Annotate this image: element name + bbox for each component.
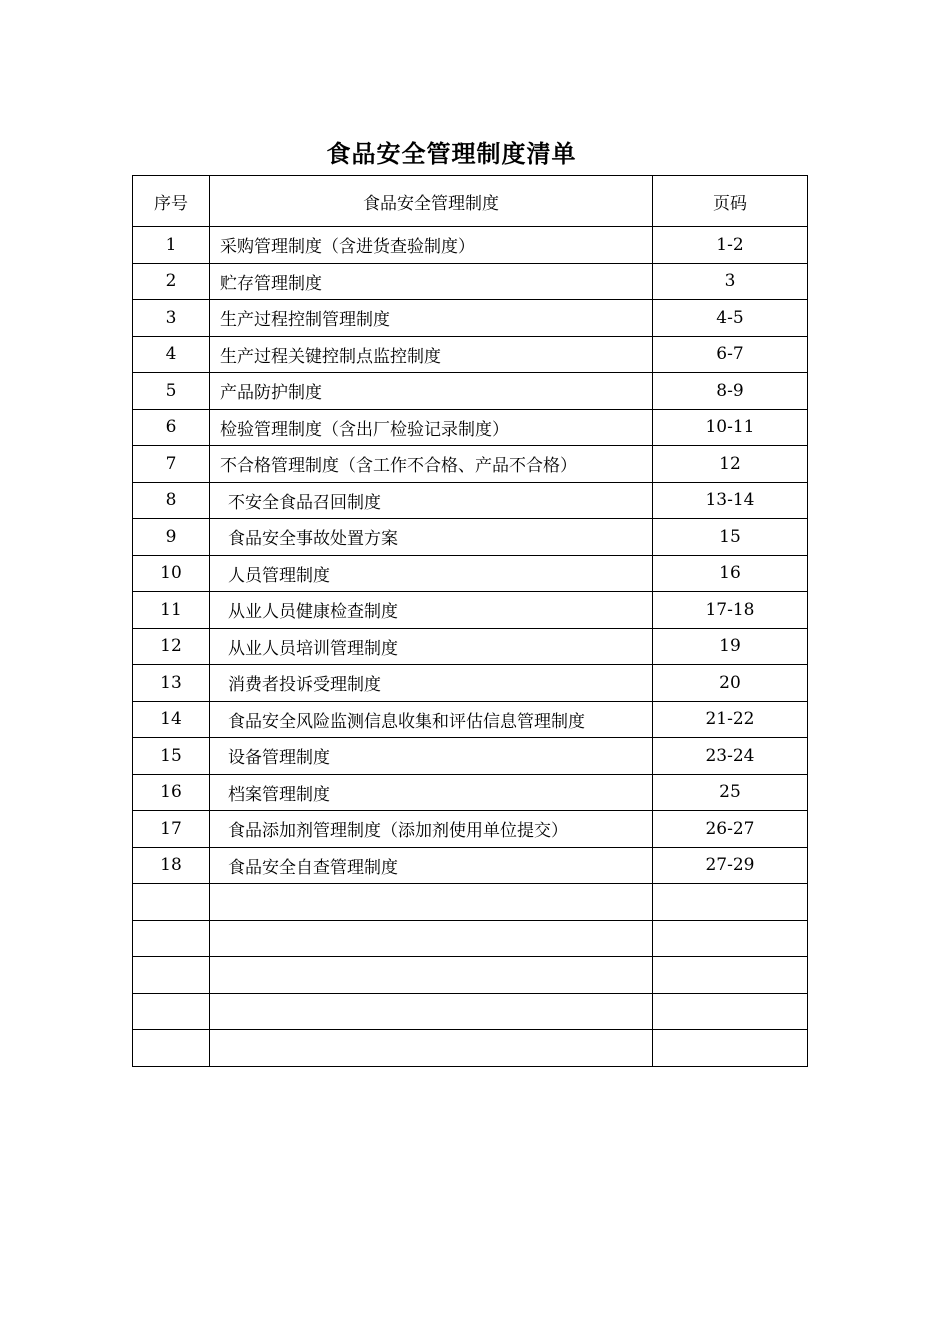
row-name: 不安全食品召回制度 xyxy=(210,482,653,519)
table-row-empty xyxy=(133,884,808,921)
table-row xyxy=(133,555,808,592)
row-name xyxy=(210,884,653,921)
table-row xyxy=(133,373,808,410)
row-page: 23-24 xyxy=(653,738,808,775)
row-no xyxy=(133,884,210,921)
table-row xyxy=(133,738,808,775)
row-no: 11 xyxy=(133,592,210,629)
table-row xyxy=(133,701,808,738)
row-page xyxy=(653,957,808,994)
row-page: 1-2 xyxy=(653,227,808,264)
policy-list-table xyxy=(132,175,808,1067)
row-name: 消费者投诉受理制度 xyxy=(210,665,653,702)
row-page: 12 xyxy=(653,446,808,483)
table-row xyxy=(133,811,808,848)
row-page: 27-29 xyxy=(653,847,808,884)
row-page: 21-22 xyxy=(653,701,808,738)
table-row xyxy=(133,847,808,884)
table-row xyxy=(133,482,808,519)
header-no: 序号 xyxy=(133,176,210,227)
row-name: 生产过程关键控制点监控制度 xyxy=(210,336,653,373)
row-no xyxy=(133,1030,210,1067)
row-name: 设备管理制度 xyxy=(210,738,653,775)
row-no: 6 xyxy=(133,409,210,446)
row-name xyxy=(210,993,653,1030)
row-no: 10 xyxy=(133,555,210,592)
row-page: 6-7 xyxy=(653,336,808,373)
row-page: 10-11 xyxy=(653,409,808,446)
row-name: 档案管理制度 xyxy=(210,774,653,811)
row-no: 13 xyxy=(133,665,210,702)
row-name: 从业人员健康检查制度 xyxy=(210,592,653,629)
table-row xyxy=(133,409,808,446)
row-name: 食品添加剂管理制度（添加剂使用单位提交） xyxy=(210,811,653,848)
row-no: 3 xyxy=(133,300,210,337)
row-no: 4 xyxy=(133,336,210,373)
row-name: 产品防护制度 xyxy=(210,373,653,410)
table-row-empty xyxy=(133,1030,808,1067)
row-name: 食品安全自查管理制度 xyxy=(210,847,653,884)
row-no: 17 xyxy=(133,811,210,848)
table-row xyxy=(133,300,808,337)
row-no: 7 xyxy=(133,446,210,483)
row-name: 从业人员培训管理制度 xyxy=(210,628,653,665)
row-no: 5 xyxy=(133,373,210,410)
table-row xyxy=(133,446,808,483)
row-name xyxy=(210,1030,653,1067)
row-name: 不合格管理制度（含工作不合格、产品不合格） xyxy=(210,446,653,483)
row-page: 15 xyxy=(653,519,808,556)
row-name: 食品安全风险监测信息收集和评估信息管理制度 xyxy=(210,701,653,738)
row-page: 25 xyxy=(653,774,808,811)
row-no: 14 xyxy=(133,701,210,738)
row-name: 食品安全事故处置方案 xyxy=(210,519,653,556)
table-row xyxy=(133,227,808,264)
table-row-empty xyxy=(133,993,808,1030)
row-name: 人员管理制度 xyxy=(210,555,653,592)
row-name: 生产过程控制管理制度 xyxy=(210,300,653,337)
row-no: 1 xyxy=(133,227,210,264)
row-no: 2 xyxy=(133,263,210,300)
row-name xyxy=(210,920,653,957)
row-page: 16 xyxy=(653,555,808,592)
row-page: 17-18 xyxy=(653,592,808,629)
row-no: 12 xyxy=(133,628,210,665)
row-name: 贮存管理制度 xyxy=(210,263,653,300)
row-no xyxy=(133,993,210,1030)
row-page xyxy=(653,993,808,1030)
row-no: 8 xyxy=(133,482,210,519)
row-no xyxy=(133,920,210,957)
table-row xyxy=(133,592,808,629)
row-no: 18 xyxy=(133,847,210,884)
table-header-row xyxy=(133,176,808,227)
table-row xyxy=(133,336,808,373)
header-page: 页码 xyxy=(653,176,808,227)
row-page: 20 xyxy=(653,665,808,702)
table-row-empty xyxy=(133,957,808,994)
table-row xyxy=(133,263,808,300)
row-page xyxy=(653,1030,808,1067)
row-page: 3 xyxy=(653,263,808,300)
row-page: 19 xyxy=(653,628,808,665)
row-no xyxy=(133,957,210,994)
row-page xyxy=(653,920,808,957)
row-page: 4-5 xyxy=(653,300,808,337)
document-title: 食品安全管理制度清单 xyxy=(326,140,577,168)
row-no: 9 xyxy=(133,519,210,556)
row-name xyxy=(210,957,653,994)
row-page: 13-14 xyxy=(653,482,808,519)
row-page: 26-27 xyxy=(653,811,808,848)
header-name: 食品安全管理制度 xyxy=(210,176,653,227)
row-no: 15 xyxy=(133,738,210,775)
row-page xyxy=(653,884,808,921)
table-row-empty xyxy=(133,920,808,957)
row-name: 采购管理制度（含进货查验制度） xyxy=(210,227,653,264)
row-name: 检验管理制度（含出厂检验记录制度） xyxy=(210,409,653,446)
row-no: 16 xyxy=(133,774,210,811)
table-row xyxy=(133,665,808,702)
row-page: 8-9 xyxy=(653,373,808,410)
table-row xyxy=(133,519,808,556)
table-row xyxy=(133,628,808,665)
table-row xyxy=(133,774,808,811)
